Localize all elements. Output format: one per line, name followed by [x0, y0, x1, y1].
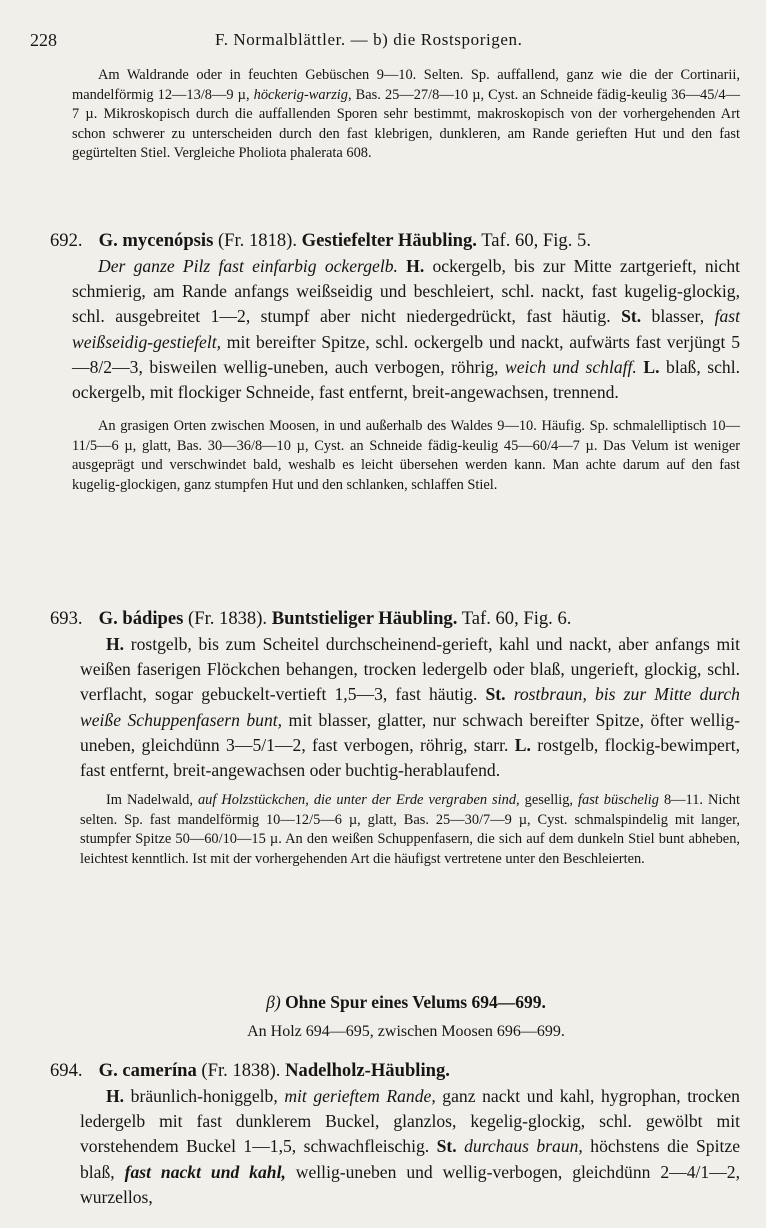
entry-description — [72, 254, 740, 405]
text-run: ganz nackt und kahl, hygrophan, trocken ledergelb mit fast dunklerem Buckel, glanzlos, kegelig-glockig, schl. gewölbt mit vorstehendem Buckel 1—1,5, schwachfleischig. — [80, 1086, 740, 1157]
text-run: blaß, schl. ockergelb, mit flockiger Schneide, fast entfernt, breit-angewachsen, trennend. — [72, 356, 740, 403]
text-run: , Bas. 25—27/8—10 µ, Cyst. an Schneide fädig-keulig 36—45/4—7 µ. Mikroskopisch durch die auffallenden Sporen sehr bestimmt, makroskopisch von der vorhergehenden Art schon schwerer zu unterscheiden durch den fast klebrigen, dunkleren, am Rande gerieften Hut und den fast gegürtelten Stiel. Vergleiche Pholiota phalerata 608. — [72, 86, 740, 162]
text-run: bräunlich-honiggelb, — [124, 1086, 285, 1106]
page-number: 228 — [30, 30, 57, 50]
italic-run: durchaus braun, — [456, 1136, 583, 1157]
text-run: mit bereifter Spitze, schl. ockergelb und nackt, aufwärts fast verjüngt 5—8/2—3, bisweilen wellig-uneben, auch verbogen, röhrig, — [72, 331, 740, 377]
running-title: F. Normalblättler. — b) die Rostsporigen. — [215, 30, 523, 49]
running-header — [30, 30, 736, 52]
top-paragraph — [72, 66, 740, 164]
section-marker: St. — [485, 684, 506, 705]
species-name: G. mycenópsis — [98, 230, 214, 251]
entry-notes — [80, 791, 740, 869]
italic-run: fast nackt und kahl, — [124, 1161, 286, 1182]
entry-number: 692. — [50, 230, 83, 251]
italic-run: auf Holzstückchen, die unter der Erde vergraben sind, — [197, 792, 520, 809]
text-run: ockergelb, bis zur Mitte zartgerieft, nicht schmierig, am Rande anfangs weißseidig und beschleiert, schl. nackt, fast kugelig-glockig, schl. ausgebreitet 1—2, stumpf aber nicht niedergedrückt, fast häutig. — [72, 256, 741, 327]
common-name: Gestiefelter Häubling. — [301, 230, 477, 251]
entry-694 — [50, 1058, 740, 1210]
text-run: wellig-uneben und wellig-verbogen, gleichdünn 2—4/1—2, wurzellos, — [80, 1161, 740, 1207]
section-heading — [72, 992, 740, 1041]
entry-heading — [50, 228, 740, 254]
text-run: höchstens die Spitze blaß, — [80, 1136, 741, 1182]
italic-run: rostbraun, bis zur Mitte durch weiße Schuppenfasern bunt, — [80, 684, 740, 730]
section-marker: L. — [514, 734, 531, 755]
text-run: Am Waldrande oder in feuchten Gebüschen 9—10. Selten. Sp. auffallend, ganz wie die der Cortinarii, mandelförmig 12—13/8—9 µ, — [72, 67, 740, 103]
italic-run: höckerig-warzig — [253, 86, 348, 103]
entry-693 — [50, 606, 740, 870]
entry-692 — [50, 228, 740, 496]
text-run: 8—11. Nicht selten. Sp. fast mandelförmig 10—12/5—6 µ, glatt, Bas. 25—30/7—9 µ, Cyst. schmalspindelig mit langer, stumpfer Spitze 50—60/10—15 µ. An den weißen Schuppenfasern, die sich auf dem dunkeln Stiel bunt abheben, leichtest kenntlich. Ist mit der vorhergehenden Art die häufigst vertretene unter den Beschleierten. — [80, 792, 740, 867]
entry-notes — [72, 417, 740, 495]
species-name: G. camerína — [98, 1060, 197, 1081]
entry-description — [80, 632, 740, 783]
section-marker: H. — [106, 634, 125, 654]
text-run: blasser, — [641, 306, 715, 327]
section-letter: β) — [266, 992, 281, 1012]
text-run: mit blasser, glatter, nur schwach bereifter Spitze, öfter wellig-uneben, gleichdünn 3—5/1—2, fast verbogen, röhrig, starr. — [80, 709, 740, 755]
italic-run: weich und schlaff. — [505, 356, 637, 377]
notes-text: An grasigen Orten zwischen Moosen, in und außerhalb des Waldes 9—10. Häufig. Sp. schmalelliptisch 10—11/5—6 µ, glatt, Bas. 30—36/8—10 µ, Cyst. an Schneide fädig-keulig 45—60/4—7 µ. Das Velum ist weniger ausgeprägt und verschwindet bald, weshalb es leicht übersehen werden kann. Man achte darum auf den fast kugelig-glockigen, ganz stumpfen Hut und den schlanken, schlaffen Stiel. — [72, 418, 740, 493]
section-marker: St. — [436, 1136, 457, 1157]
section-marker: L. — [643, 356, 660, 377]
italic-run: Der ganze Pilz fast einfarbig ockergelb. — [98, 256, 398, 276]
section-subtitle: An Holz 694—695, zwischen Moosen 696—699. — [247, 1023, 565, 1040]
entry-number: 694. — [50, 1060, 83, 1081]
section-title: Ohne Spur eines Velums 694—699. — [285, 992, 546, 1012]
text-run: Im Nadelwald, — [106, 792, 198, 809]
entry-number: 693. — [50, 608, 83, 629]
italic-run: mit gerieftem Rande, — [284, 1086, 436, 1106]
italic-run: fast weißseidig-gestiefelt, — [72, 306, 740, 352]
plate-reference: Taf. 60, Fig. 5. — [481, 230, 591, 251]
text-run: gesellig, — [519, 792, 579, 809]
species-author: (Fr. 1838). — [201, 1060, 281, 1081]
entry-heading — [50, 1058, 740, 1084]
species-author: (Fr. 1838). — [188, 608, 268, 629]
common-name: Buntstieliger Häubling. — [271, 608, 458, 629]
common-name: Nadelholz-Häubling. — [285, 1060, 450, 1081]
entry-description — [80, 1084, 740, 1210]
text-run: rostgelb, bis zum Scheitel durchscheinend-gerieft, kahl und nackt, aber anfangs mit weißen faserigen Flöckchen behangen, trocken ledergelb oder blaß, ungerieft, glockig, schl. verflacht, sogar gebuckelt-vertieft 1,5—3, fast häutig. — [80, 634, 740, 705]
italic-run: fast büschelig — [578, 792, 659, 809]
species-author: (Fr. 1818). — [217, 230, 298, 251]
section-marker: H. — [406, 256, 425, 276]
section-marker: H. — [106, 1086, 125, 1106]
text-run: rostgelb, flockig-bewimpert, fast entfernt, breit-angewachsen oder buchtig-herablaufend. — [80, 734, 740, 781]
entry-heading — [50, 606, 740, 632]
species-name: G. bádipes — [98, 608, 184, 629]
plate-reference: Taf. 60, Fig. 6. — [461, 608, 572, 629]
section-marker: St. — [621, 306, 642, 327]
